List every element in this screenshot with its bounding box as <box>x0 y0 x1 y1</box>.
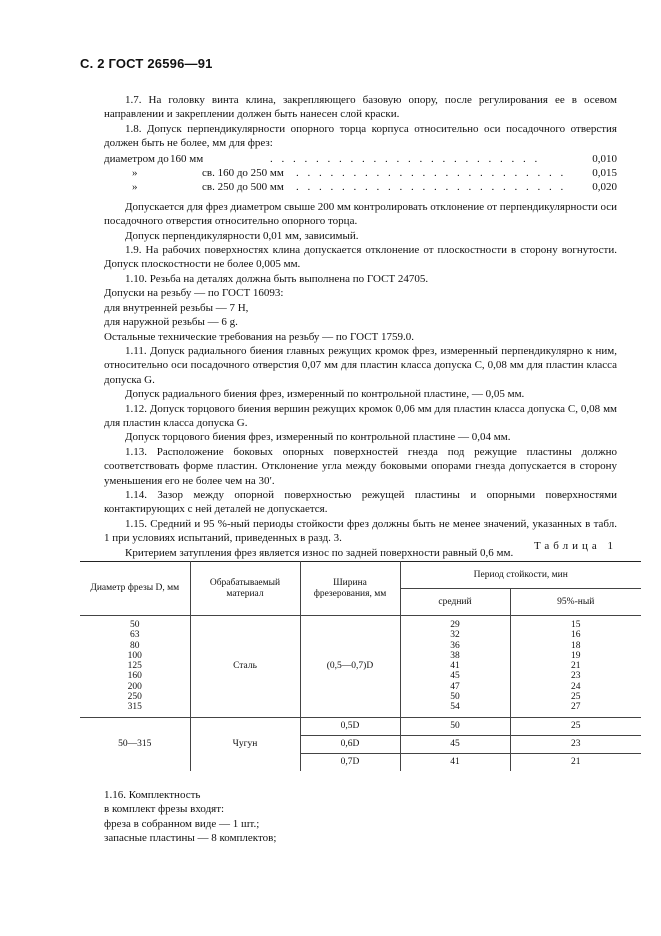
iron-width: 0,5D <box>300 717 400 735</box>
cell-diameter: 125 <box>127 661 142 672</box>
header-material: Обрабатываемый материал <box>190 562 300 616</box>
page-header: С. 2 ГОСТ 26596—91 <box>80 56 213 71</box>
paragraph: Остальные технические требования на резьбу — по ГОСТ 1759.0. <box>104 330 415 343</box>
iron-average: 45 <box>400 735 510 753</box>
paragraph-1-14: 1.14. Зазор между опорной поверхностью режущей пластины и опорными поверхностями контактирующих с ней деталей не допускается. <box>104 488 617 516</box>
steel-material: Сталь <box>190 616 300 718</box>
paragraph: для внутренней резьбы — 7 Н, <box>104 301 249 314</box>
cell-p95: 27 <box>571 702 581 713</box>
iron-p95: 25 <box>510 717 641 735</box>
cell-average: 29 <box>450 620 460 630</box>
header-period: Период стойкости, мин <box>400 562 641 589</box>
diameter-value: 0,015 <box>592 167 617 180</box>
cell-p95: 21 <box>571 661 581 672</box>
cell-average: 54 <box>450 702 460 713</box>
cell-p95: 18 <box>571 640 581 651</box>
paragraph: Допуск перпендикулярности 0,01 мм, зависимый. <box>125 229 359 242</box>
header-95: 95%-ный <box>510 589 641 616</box>
completeness-section <box>104 788 276 846</box>
cell-average: 45 <box>450 671 460 682</box>
paragraph: Критерием затупления фрез является износ по задней поверхности равный 0,6 мм. <box>125 546 514 559</box>
leader-dots: . . . . . . . . . . . . . . . . . . . . . . . . <box>296 181 567 194</box>
iron-material: Чугун <box>190 717 300 771</box>
leader-dots: . . . . . . . . . . . . . . . . . . . . . . . . <box>270 152 541 165</box>
cell-average: 50 <box>450 692 460 703</box>
steel-average <box>400 616 510 718</box>
diameter-row <box>104 152 617 166</box>
cell-p95: 19 <box>571 650 581 661</box>
iron-width: 0,6D <box>300 735 400 753</box>
cell-diameter: 250 <box>127 692 142 703</box>
diameter-range: св. 250 до 500 мм <box>202 181 284 194</box>
diameter-row <box>104 166 617 180</box>
ditto-mark: » <box>132 167 138 180</box>
cell-p95: 25 <box>571 692 581 703</box>
cell-diameter: 63 <box>130 630 140 641</box>
steel-width: (0,5—0,7)D <box>300 616 400 718</box>
footer-line: в комплект фрезы входят: <box>104 803 225 816</box>
cell-average: 41 <box>450 661 460 672</box>
iron-average: 50 <box>400 717 510 735</box>
cell-diameter: 200 <box>127 681 142 692</box>
steel-diameters <box>80 616 190 718</box>
cell-p95: 23 <box>571 671 581 682</box>
diameter-list <box>0 152 617 195</box>
diameter-label: диаметром до <box>104 152 169 165</box>
footer-line: запасные пластины — 8 комплектов; <box>104 832 277 845</box>
iron-average: 41 <box>400 753 510 771</box>
header-diameter: Диаметр фрезы D, мм <box>80 562 190 616</box>
cell-diameter: 100 <box>127 650 142 661</box>
diameter-row <box>104 180 617 194</box>
paragraph-1-11: 1.11. Допуск радиального биения главных режущих кромок фрез, измеренный перпендикулярно к ним, относительно оси посадочного отверстия 0,07 мм для пластин класса допуска С, 0,08 мм для пластин класса допуска G. <box>104 344 617 386</box>
cell-average: 36 <box>450 640 460 651</box>
header-average: средний <box>400 589 510 616</box>
paragraph-1-9: 1.9. На рабочих поверхностях клина допускается отклонение от плоскостности в сторону вогнутости. Допуск плоскостности не более 0,005 мм. <box>104 244 617 271</box>
cell-average: 47 <box>450 681 460 692</box>
durability-table <box>80 561 641 771</box>
steel-p95 <box>510 616 641 718</box>
cell-p95: 24 <box>571 681 581 692</box>
paragraph: Допуск радиального биения фрез, измеренный по контрольной пластине, — 0,05 мм. <box>125 388 525 401</box>
paragraph-1-16: 1.16. Комплектность <box>104 789 201 801</box>
header-width: Ширина фрезерования, мм <box>300 562 400 616</box>
paragraph: для наружной резьбы — 6 g. <box>104 316 238 329</box>
paragraph-1-7: 1.7. На головку винта клина, закрепляющего базовую опору, после регулирования ее в осевом направлении и закреплении должен быть нанесен слой краски. <box>104 94 617 121</box>
paragraph: Допускается для фрез диаметром свыше 200 мм контролировать отклонение от перпендикулярности оси посадочного отверстия относительно опорного торца. <box>104 200 617 228</box>
ditto-mark: » <box>132 181 138 194</box>
iron-p95: 23 <box>510 735 641 753</box>
document-body <box>104 93 617 560</box>
paragraph-1-15: 1.15. Средний и 95 %-ный периоды стойкости фрез должны быть не менее значений, указанных в табл. 1 при условиях испытаний, приведенных в разд. 3. <box>104 517 617 545</box>
mid-paragraphs <box>104 200 617 560</box>
paragraph: Допуски на резьбу — по ГОСТ 16093: <box>104 287 284 300</box>
cell-diameter: 315 <box>127 702 142 713</box>
cell-p95: 16 <box>571 630 581 641</box>
paragraph-1-12: 1.12. Допуск торцового биения вершин режущих кромок 0,06 мм для пластин класса допуска С, 0,08 мм для пластин класса допуска G. <box>104 402 617 429</box>
diameter-range: 160 мм <box>170 152 204 165</box>
table-caption: Таблица 1 <box>533 540 617 552</box>
paragraph-1-13: 1.13. Расположение боковых опорных поверхностей гнезда под режущие пластины должно соответствовать форме пластин. Отклонение угла между боковыми опорами гнезда допускается в сторону уменьшения его не более чем на 30′. <box>104 445 617 487</box>
cell-diameter: 80 <box>130 640 140 651</box>
cell-average: 38 <box>450 650 460 661</box>
cell-diameter: 160 <box>127 671 142 682</box>
paragraph-1-8: 1.8. Допуск перпендикулярности опорного торца корпуса относительно оси посадочного отверстия должен быть не более, мм для фрез: <box>104 122 617 150</box>
diameter-value: 0,010 <box>592 152 617 165</box>
diameter-value: 0,020 <box>592 181 617 194</box>
diameter-range: св. 160 до 250 мм <box>202 167 284 180</box>
footer-line: фреза в собранном виде — 1 шт.; <box>104 817 260 830</box>
paragraph-1-10: 1.10. Резьба на деталях должна быть выполнена по ГОСТ 24705. <box>125 272 429 285</box>
iron-diameter: 50—315 <box>80 717 190 771</box>
iron-width: 0,7D <box>300 753 400 771</box>
cell-p95: 15 <box>571 620 581 630</box>
paragraph: Допуск торцового биения фрез, измеренный по контрольной пластине — 0,04 мм. <box>125 431 511 444</box>
cell-average: 32 <box>450 630 460 641</box>
leader-dots: . . . . . . . . . . . . . . . . . . . . . . . . <box>296 167 567 180</box>
cell-diameter: 50 <box>130 620 140 630</box>
iron-p95: 21 <box>510 753 641 771</box>
